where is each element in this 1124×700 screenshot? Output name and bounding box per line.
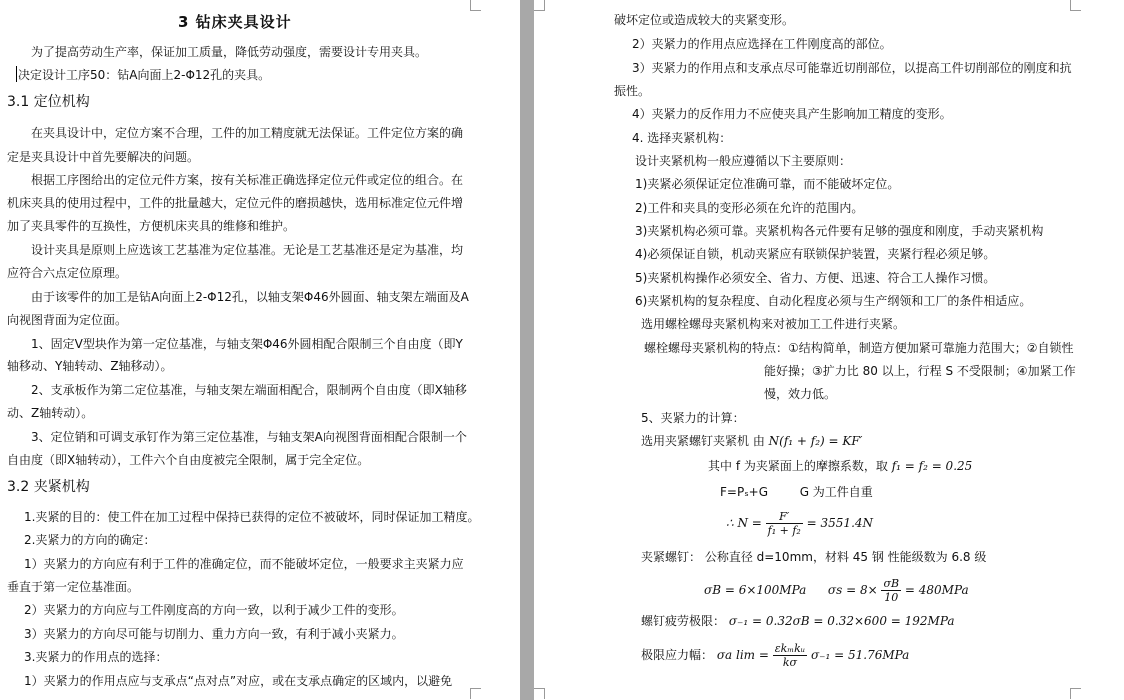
paragraph-line: 破坏定位或造成较大的夹紧变形。 [614,13,795,27]
document-page-left [0,0,520,700]
formula-label: 其中 f 为夹紧面上的摩擦系数，取 [708,459,888,473]
paragraph-line: 1、固定V型块作为第一定位基准，与轴支架Φ46外圆相配合限制三个自由度（即Y [31,337,463,351]
formula: σ₋₁ = 51.76MPa [810,648,910,662]
paragraph-line: 向视图背面为定位面。 [7,313,128,327]
paragraph-line: 自由度（即X轴转动），工件六个自由度被完全限制，属于完全定位。 [7,453,370,467]
paragraph-line: 2、支承板作为第二定位基准，与轴支架左端面相配合，限制两个自由度（即X轴移 [31,383,467,397]
paragraph-line: 为了提高劳动生产率，保证加工质量，降低劳动强度，需要设计专用夹具。 [31,45,428,59]
fraction [766,510,803,537]
formula-label: 极限应力幅： [641,648,714,662]
formula-label: 选用夹紧螺钉夹紧机 由 [641,434,765,448]
paragraph-line: 1)夹紧必须保证定位准确可靠，而不能破坏定位。 [635,177,900,191]
formula: = 480MPa [904,583,969,597]
formula-label: 螺钉疲劳极限： [641,614,726,628]
paragraph-line: 振性。 [614,84,651,98]
paragraph-line: 垂直于第一定位基准面。 [7,580,140,594]
paragraph-line: 选用螺栓螺母夹紧机构来对被加工工件进行夹紧。 [641,317,906,331]
fraction-numerator: εkₘkᵤ [774,642,806,655]
fraction-denominator: kσ [782,656,798,669]
paragraph-line: 5)夹紧机构操作必须安全、省力、方便、迅速、符合工人操作习惯。 [635,271,996,285]
fraction [773,642,807,669]
paragraph-line: 3、定位销和可调支承钉作为第三定位基准，与轴支架A向视图背面相配合限制一个 [31,430,467,444]
paragraph-line: 动、Z轴转动）。 [7,406,94,420]
paragraph-line: 加了夹具零件的互换性，方便机床夹具的维修和维护。 [7,219,296,233]
paragraph-line: 夹紧螺钉： 公称直径 d=10mm，材料 45 钢 性能级数为 6.8 级 [641,550,987,564]
formula-result: = 3551.4N [806,516,874,530]
paragraph-line: 4)必须保证自锁，机动夹紧应有联锁保护装置，夹紧行程必须足够。 [635,247,996,261]
paragraph-line: 机床夹具的使用过程中，工件的批量越大，定位元件的磨损越快，选用标准定位元件增 [7,196,464,210]
paragraph-line: 由于该零件的加工是钻A向面上2-Φ12孔，以轴支架Φ46外圆面、轴支架左端面及A [31,290,469,304]
paragraph-line: 4. 选择夹紧机构： [632,131,732,145]
page-corner-mark [470,0,481,11]
paragraph-line: 1）夹紧力的方向应有利于工件的准确定位，而不能破坏定位，一般要求主夹紧力应 [24,557,464,571]
formula-block [641,638,909,672]
formula-block [726,506,873,540]
paragraph-line: 在夹具设计中，定位方案不合理，工件的加工精度就无法保证。工件定位方案的确 [31,126,464,140]
paragraph-line: 能好操；③扩力比 80 以上，行程 S 不受限制；④加紧工作 [764,364,1076,378]
formula-line [708,458,972,474]
formula-line [720,484,873,500]
paragraph-line: 6)夹紧机构的复杂程度、自动化程度必须与生产纲领和工厂的条件相适应。 [635,294,1032,308]
chapter-title: 3 钻床夹具设计 [178,13,292,31]
paragraph-line: 3)夹紧机构必须可靠。夹紧机构各元件要有足够的强度和刚度，手动夹紧机构 [635,224,1044,238]
formula: σB = 6×100MPa [704,583,807,597]
paragraph-line: 决定设计工序50：钻A向面上2-Φ12孔的夹具。 [18,68,271,82]
text-cursor [16,66,17,82]
fraction-denominator: 10 [884,591,899,604]
formula: σa lim = [716,648,769,662]
page-corner-mark [534,0,545,11]
section-heading-3-1: 3.1 定位机构 [7,94,90,110]
paragraph-line: 4）夹紧力的反作用力不应使夹具产生影响加工精度的变形。 [632,107,952,121]
formula: F=Pₛ+G [720,485,769,499]
formula: σs = 8× [827,583,878,597]
document-page-right [534,0,1124,700]
paragraph-line: 螺栓螺母夹紧机构的特点：①结构简单，制造方便加紧可靠施力范围大；②自锁性 [644,341,1074,355]
paragraph-line: 2)工件和夹具的变形必须在允许的范围内。 [635,201,864,215]
formula-line [641,433,862,449]
formula-line [641,613,955,629]
paragraph-line: 3.夹紧力的作用点的选择： [24,650,168,664]
paragraph-line: 2.夹紧力的方向的确定： [24,533,156,547]
paragraph-line: 3）夹紧力的作用点和支承点尽可能靠近切削部位，以提高工件切削部位的刚度和抗 [632,61,1072,75]
paragraph-line: 设计夹具是原则上应选该工艺基准为定位基准。无论是工艺基准还是定为基准，均 [31,243,464,257]
page-gutter [520,0,534,700]
page-corner-mark [1070,0,1081,11]
section-heading-3-2: 3.2 夹紧机构 [7,479,90,495]
page-corner-mark [1070,688,1081,699]
paragraph-line: 设计夹紧机构一般应遵循以下主要原则： [635,154,852,168]
fraction [881,577,901,604]
fraction-numerator: σB [883,577,900,590]
fraction-denominator: f₁ + f₂ [767,524,801,537]
paragraph-line: 3）夹紧力的方向尽可能与切削力、重力方向一致，有利于减小夹紧力。 [24,627,404,641]
paragraph-line: 根据工序图给出的定位元件方案，按有关标准正确选择定位元件或定位的组合。在 [31,173,464,187]
paragraph-line: 慢，效力低。 [764,387,837,401]
paragraph-line: 轴移动、Y轴转动、Z轴移动）。 [7,359,173,373]
paragraph-line: 5、夹紧力的计算： [641,411,745,425]
paragraph-line: 应符合六点定位原理。 [7,266,128,280]
fraction-numerator: F′ [766,510,803,524]
paragraph-line: 2）夹紧力的方向应与工件刚度高的方向一致，以利于减少工件的变形。 [24,603,404,617]
formula: σ₋₁ = 0.32σB = 0.32×600 = 192MPa [728,614,955,628]
page-corner-mark [534,688,545,699]
paragraph-line: 1）夹紧力的作用点应与支承点“点对点”对应，或在支承点确定的区域内，以避免 [24,674,453,688]
formula: N(f₁ + f₂) = KF′ [768,434,863,448]
paragraph-line: 定是夹具设计中首先要解决的问题。 [7,150,200,164]
page-corner-mark [470,688,481,699]
formula-block [704,573,969,607]
paragraph-line: 1.夹紧的目的：使工件在加工过程中保持已获得的定位不被破坏，同时保证加工精度。 [24,510,480,524]
paragraph-line: 2）夹紧力的作用点应选择在工件刚度高的部位。 [632,37,892,51]
formula-label: G 为工件自重 [799,485,873,499]
formula-prefix: ∴ N = [726,516,762,530]
formula: f₁ = f₂ = 0.25 [891,459,973,473]
